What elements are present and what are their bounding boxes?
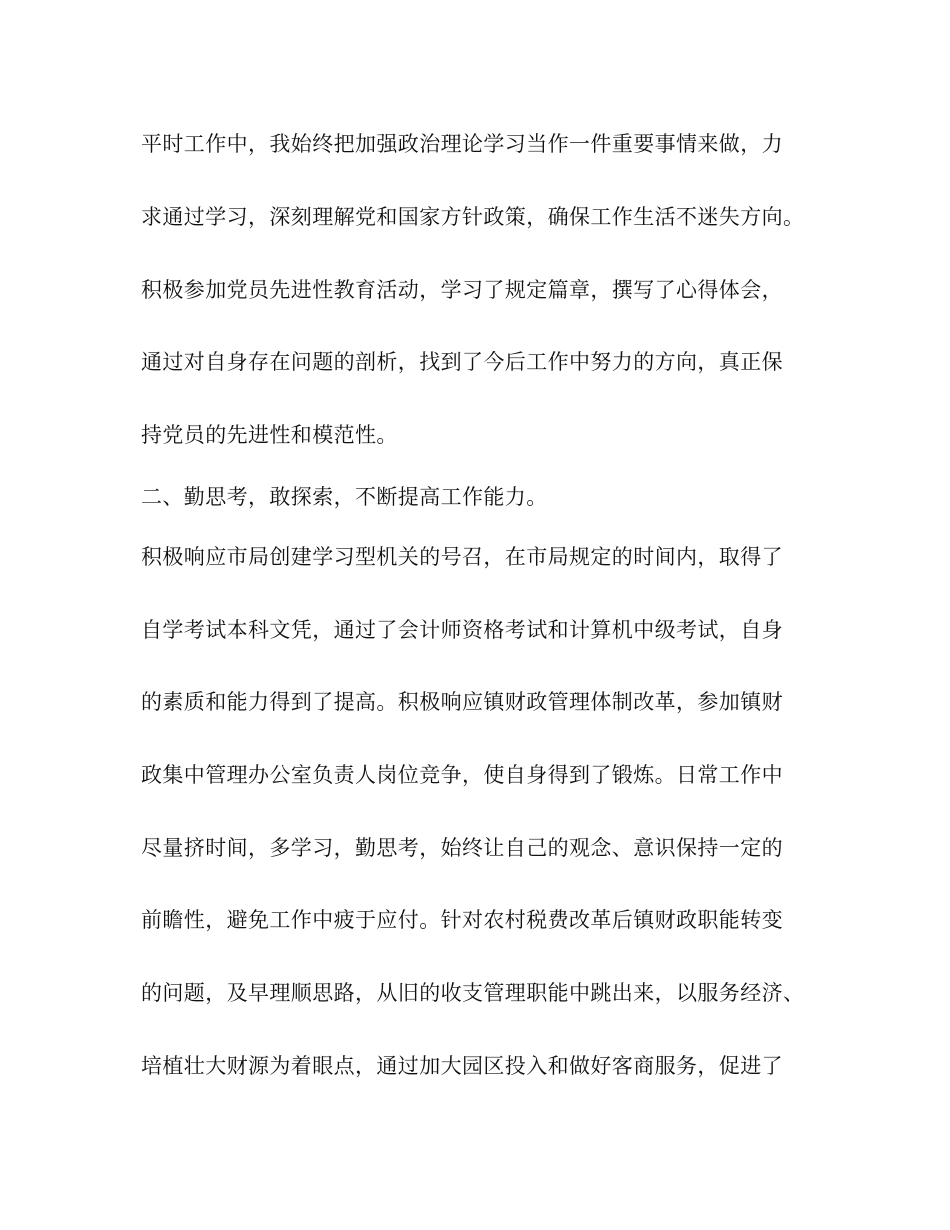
paragraph-line: 尽量挤时间，多学习，勤思考，始终让自己的观念、意识保持一定的	[141, 836, 783, 860]
paragraph-line: 的素质和能力得到了提高。积极响应镇财政管理体制改革，参加镇财	[141, 690, 783, 714]
paragraph-line: 持党员的先进性和模范性。	[141, 423, 398, 447]
paragraph-line: 的问题，及早理顺思路，从旧的收支管理职能中跳出来，以服务经济、	[141, 981, 805, 1005]
paragraph-line: 前瞻性，避免工作中疲于应付。针对农村税费改革后镇财政职能转变	[141, 908, 783, 932]
paragraph-line: 平时工作中，我始终把加强政治理论学习当作一件重要事情来做，力	[141, 132, 783, 156]
paragraph-line: 积极参加党员先进性教育活动，学习了规定篇章，撰写了心得体会，	[141, 278, 783, 302]
paragraph-line: 求通过学习，深刻理解党和国家方针政策，确保工作生活不迷失方向。	[141, 205, 805, 229]
section-heading: 二、勤思考，敢探索，不断提高工作能力。	[141, 485, 548, 509]
paragraph-line: 政集中管理办公室负责人岗位竞争，使自身得到了锻炼。日常工作中	[141, 763, 783, 787]
paragraph-line: 积极响应市局创建学习型机关的号召，在市局规定的时间内，取得了	[141, 545, 783, 569]
paragraph-line: 自学考试本科文凭，通过了会计师资格考试和计算机中级考试，自身	[141, 618, 783, 642]
paragraph-line: 培植壮大财源为着眼点，通过加大园区投入和做好客商服务，促进了	[141, 1054, 783, 1078]
paragraph-line: 通过对自身存在问题的剖析，找到了今后工作中努力的方向，真正保	[141, 350, 783, 374]
